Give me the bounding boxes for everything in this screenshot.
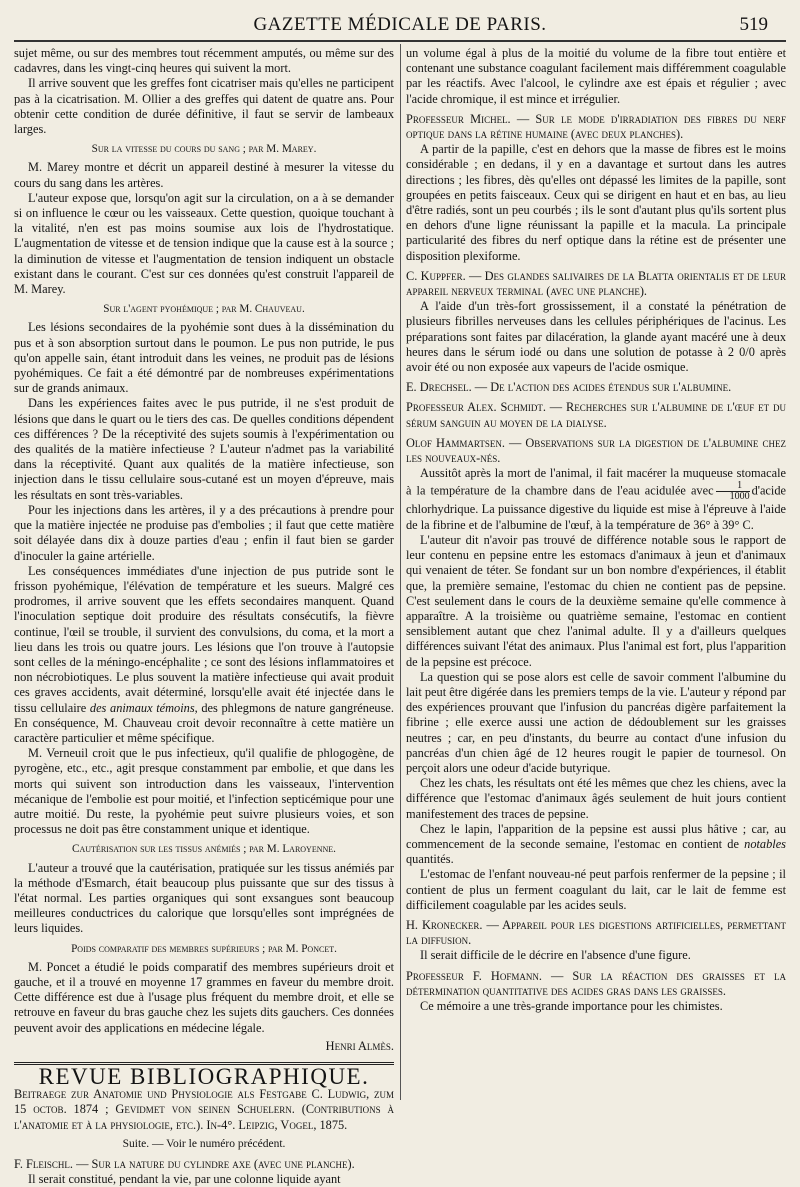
header-rule	[14, 40, 786, 42]
paragraph: L'estomac de l'enfant nouveau-né peut parfois renfermer de la pepsine ; il contient de plus un ferment coagulant du lait, car le lait de femme est difficilement coagulable par les acides seuls.	[406, 867, 786, 912]
paragraph: Les lésions secondaires de la pyohémie sont dues à la dissémination du pus et à son absorption surtout dans le poumon. Le pus non putride, le pus qu'on appelle sain, étant introduit dans les veines, ne produit pas de lésions pyohémiques. Ce fait a été démontré par de nombreuses expérimentations sur de grands animaux.	[14, 320, 394, 396]
paragraph: M. Verneuil croit que le pus infectieux, qu'il qualifie de phlogogène, de pyrogène, etc., etc., agit presque constamment par embolie, et que dans les morts qui suivent son introduction dans les vaisseaux, l'intervention mécanique de l'embolie est pour moitié, et l'infection septicémique pour une autre moitié. Du reste, la pyohémie peut suivre plusieurs voies, et son processus ne doit pas être constamment unique et identique.	[14, 746, 394, 837]
paragraph	[406, 822, 786, 868]
paragraph: L'auteur dit n'avoir pas trouvé de différence notable sous le rapport de leur contenu en pepsine entre les estomacs d'animaux à jeun et d'animaux qui venaient de téter. Se fondant sur un bon nombre d'expériences, il établit que, la première semaine, l'estomac du chien ne contient pas de pepsine. C'est seulement dans le cours de la deuxième semaine qu'elle commence à apparaître. A la troisième ou quatrième semaine, l'estomac en contient sensiblement autant que chez l'animal adulte. Il y a d'ailleurs quelques différences suivant l'état des animaux. Plus l'animal est fort, plus l'apparition de la pepsine est précoce.	[406, 532, 786, 669]
paragraph: Il serait difficile de le décrire en l'absence d'une figure.	[420, 948, 691, 963]
paragraph: L'auteur expose que, lorsqu'on agit sur la circulation, on a à se demander si on influence le cœur ou les vaisseaux. Cette question, quoique touchant à la vitalité, n'en est pas moins soumise aux lois de l'hydrostatique. L'augmentation de vitesse et de tension indique que la cause est à la source ; la diminution de vitesse et l'augmentation de tension indiquent un obstacle existant dans le courant. C'est sur ces données qu'est construit l'appareil de M. Marey.	[14, 190, 394, 297]
journal-title: GAZETTE MÉDICALE DE PARIS.	[253, 14, 547, 35]
italic-text: des animaux témoins	[89, 700, 195, 715]
paragraph: Il arrive souvent que les greffes font cicatriser mais qu'elles ne participent pas à la cicatrisation. M. Ollier a des greffes qui datent de quatre ans. Pour obtenir cette condition de durée définitive, il faut se servir de lambeaux larges.	[14, 76, 394, 137]
paragraph	[14, 564, 394, 746]
paragraph: L'auteur a trouvé que la cautérisation, pratiquée sur les tissus anémiés par la méthode d'Esmarch, était beaucoup plus puissante que sur des tissus à l'état normal. Les parties organiques qui sont exsangues sont beaucoup meilleures conductrices du calorique que lorsqu'elles sont imprégnées de leurs liquides.	[14, 860, 394, 936]
paragraph: un volume égal à plus de la moitié du volume de la fibre tout entière et contenant une substance coagulant facilement mais différemment coagulable par les réactifs. Avec l'alcool, le cylindre axe est épais et régulier ; avec l'acide chromique, il est mince et irrégulier.	[406, 46, 786, 106]
text-run: , des phlegmons de nature gangréneuse. En conséquence, M. Chauveau croit devoir reconnaître à cette matière un caractère particulier et même spécifique.	[14, 700, 394, 745]
author-signature: Henri Almès.	[325, 1038, 394, 1053]
article-heading: F. Fleischl. — Sur la nature du cylindre axe (avec une planche).	[14, 1157, 355, 1172]
book-reference: Beitraege zur Anatomie und Physiologie als Festgabe C. Ludwig, zum 15 octob. 1874 ; Gevidmet von seinen Schuelern. (Contributions à l'anatomie et à la physiologie, etc.). In-4°. Leipzig, Vogel, 1875.	[14, 1087, 394, 1132]
paragraph: A partir de la papille, c'est en dehors que la masse de fibres est le moins considérable ; en dedans, il y en a davantage et surtout dans les autres directions ; les fibres, dès qu'elles ont dépassé les limites de la papille, sont groupées en petits faisceaux. Ceux qui se dirigent en haut et en bas, au lieu d'être radiés, sont un peu courbés ; ils le sont d'autant plus qu'ils sortent plus en dehors d'une ligne réunissant la papille et la macula. La principale particularité des fibres du nerf optique dans la rétine est de présenter une disposition plexiforme.	[406, 142, 786, 263]
right-column	[406, 46, 786, 1104]
article-heading: Professeur Alex. Schmidt. — Recherches sur l'albumine de l'œuf et du sérum sanguin au moyen de la dialyse.	[406, 400, 786, 430]
text-run: Les conséquences immédiates d'une injection de pus putride sont le frisson pyohémique, l'élévation de température et les sueurs. Malgré ces prodromes, il arrive souvent que les effets secondaires manquent. Quand l'inoculation septique doit produire des résultats consécutifs, la fièvre continue, l'œil se trouble, il survient des convulsions, du coma, et la mort a lieu dans les trois ou quatre jours. Les lésions que l'on trouve à l'autopsie sont celles de la méningo-encéphalite ; ce sont des lésions inflammatoires et non nécrobiotiques. Le plus souvent la matière infectieuse qui avait produit ces graves accidents, avait déterminé, lorsqu'elle avait été injectée dans le tissu cellulaire	[14, 563, 394, 715]
page-header	[14, 8, 786, 34]
left-column	[14, 46, 394, 1187]
paragraph: Chez les chats, les résultats ont été les mêmes que chez les chiens, avec la différence que l'estomac d'animaux âgés seulement de huit jours contient manifestement des traces de pepsine.	[406, 776, 786, 821]
paragraph: M. Poncet a étudié le poids comparatif des membres supérieurs droit et gauche, et il a trouvé en moyenne 17 grammes en faveur du membre droit. Cette différence est due à l'usage plus fréquent du membre droit, et elle se retrouve en faveur du bras gauche chez les sujets dits gauchers. Ces données peuvent avoir des applications en médecine légale.	[14, 959, 394, 1035]
revue-heading: REVUE BIBLIOGRAPHIQUE.	[14, 1062, 394, 1084]
article-heading: H. Kronecker. — Appareil pour les digestions artificielles, permettant la diffusion.	[406, 917, 786, 948]
article-heading: C. Kuppfer. — Des glandes salivaires de la Blatta orientalis et de leur appareil nerveux terminal (avec une planche).	[406, 268, 786, 299]
paragraph: A l'aide d'un très-fort grossissement, il a constaté la pénétration de plusieurs fibrilles nerveuses dans les cellules périphériques de l'acinus. Les préparations sont faites par dilacération, la glande ayant macéré une à deux heures dans le sérum iodé ou dans une solution de potasse à 2 0/0 après avoir été ou non exposée aux vapeurs de l'acide osmique.	[406, 299, 786, 375]
section-heading: Poids comparatif des membres supérieurs ; par M. Poncet.	[71, 942, 337, 955]
section-heading: Sur la vitesse du cours du sang ; par M. Marey.	[91, 143, 317, 156]
continued-note: Suite. — Voir le numéro précédent.	[122, 1137, 286, 1150]
column-divider	[400, 44, 401, 1100]
text-run: d'acide chlorhydrique. La puissance digestive du liquide est mise à l'épreuve à l'aide de la fibrine et de l'albumine de l'œuf, à la température de 36° à 39° C.	[406, 483, 786, 532]
paragraph: sujet même, ou sur des membres tout récemment amputés, ou même sur des cadavres, dans les vingt-cinq heures qui suivent la mort.	[14, 46, 394, 76]
italic-text: notables	[744, 836, 786, 851]
section-heading: Cautérisation sur les tissus anémiés ; par M. Laroyenne.	[72, 843, 336, 856]
paragraph	[406, 466, 786, 533]
page-number: 519	[739, 14, 768, 35]
text-run: Chez le lapin, l'apparition de la pepsine est aussi plus hâtive ; car, au commencement de la seconde semaine, l'estomac en contient de	[406, 821, 786, 851]
text-run: Aussitôt après la mort de l'animal, il fait macérer la muqueuse stomacale à la température de la chambre dans de l'eau acidulée avec	[406, 466, 786, 498]
fraction	[716, 481, 750, 502]
paragraph: Ce mémoire a une très-grande importance pour les chimistes.	[420, 998, 723, 1013]
fraction-denominator: 1000	[729, 491, 750, 503]
text-run: quantités.	[406, 852, 454, 867]
article-heading: Professeur Michel. — Sur le mode d'irradiation des fibres du nerf optique dans la rétine humaine (avec deux planches).	[406, 111, 786, 142]
article-heading: Olof Hammartsen. — Observations sur la digestion de l'albumine chez les nouveaux-nés.	[406, 435, 786, 466]
article-heading: E. Drechsel. — De l'action des acides étendus sur l'albumine.	[406, 380, 732, 395]
section-heading: Sur l'agent pyohémique ; par M. Chauveau.	[103, 303, 305, 316]
paragraph: Pour les injections dans les artères, il y a des précautions à prendre pour que la matière injectée ne produise pas d'embolies ; il faut que cette matière soit délayée dans dix à douze parties d'eau ; enfin il faut bien se garder d'inoculer la gaine artérielle.	[14, 502, 394, 563]
paragraph: La question qui se pose alors est celle de savoir comment l'albumine du lait peut être digérée dans les premiers temps de la vie. L'auteur y répond par des expériences prouvant que l'infusion du pancréas digère parfaitement la fibrine ; elle exerce aussi une action de dédoublement sur les graisses neutres ; car, en peu d'instants, du beurre au contact d'une infusion du pancréas d'un chien âgé de 12 heures rougit le papier de tournesol. On perçoit alors une odeur d'acide butyrique.	[406, 669, 786, 775]
paragraph: Il serait constitué, pendant la vie, par une colonne liquide ayant	[28, 1172, 341, 1187]
article-heading: Professeur F. Hofmann. — Sur la réaction des graisses et la détermination quantitative des acides gras dans les graisses.	[406, 968, 786, 998]
paragraph: M. Marey montre et décrit un appareil destiné à mesurer la vitesse du cours du sang dans les artères.	[14, 160, 394, 190]
paragraph: Dans les expériences faites avec le pus putride, il ne s'est produit de lésions que dans le quart ou le tiers des cas. De quelles conditions dépendent ces différences ? De la réceptivité des sujets soumis à l'expérimentation ou des qualités de la matière infectieuse ? L'auteur n'admet pas la variabilité dans la réceptivité. Quant aux qualités de la matière infectieuse, son injection dans le tissu cellulaire sous-cutané est un moyen d'épreuve, mais les résultats en sont très-variables.	[14, 396, 394, 502]
fraction-numerator: 1	[716, 481, 750, 492]
